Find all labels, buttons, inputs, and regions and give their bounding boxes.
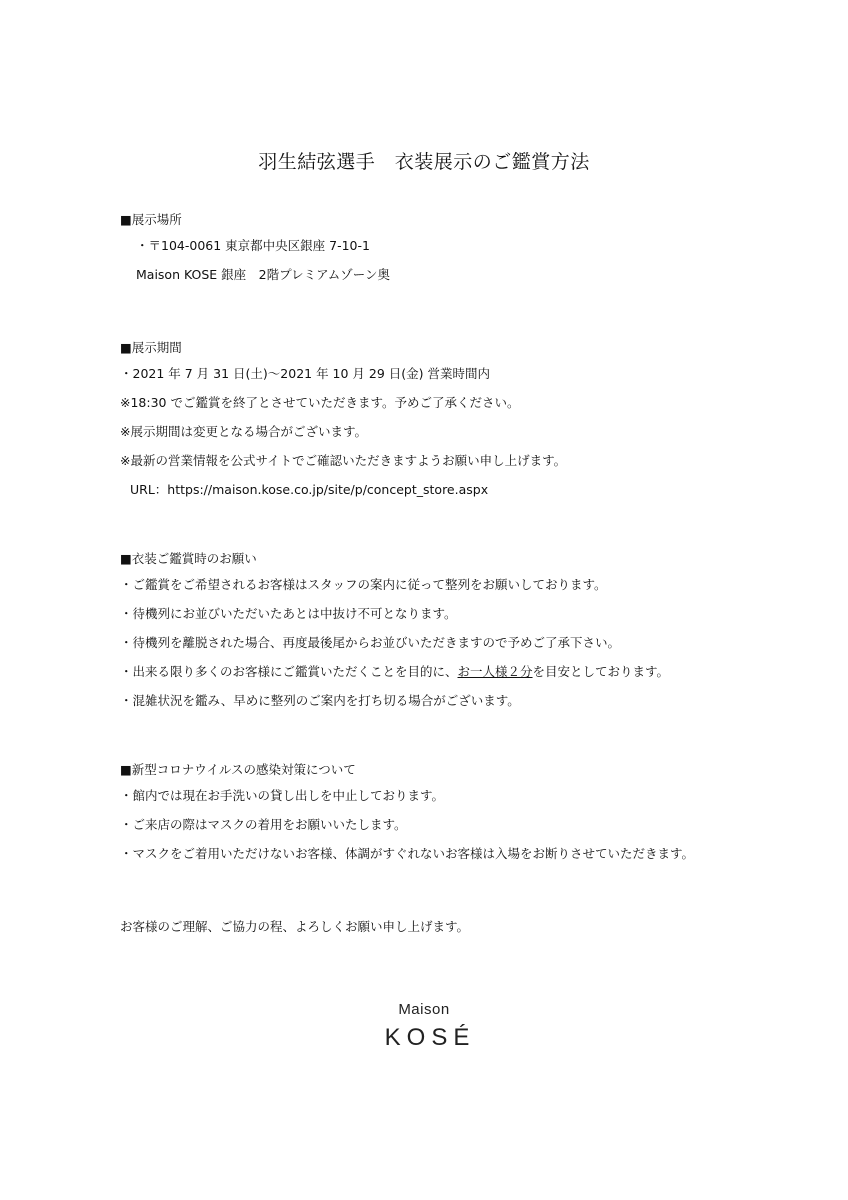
venue-address: ・〒104-0061 東京都中央区銀座 7-10-1	[136, 238, 370, 253]
official-site-url[interactable]: URL：https://maison.kose.co.jp/site/p/concept_store.aspx	[130, 482, 489, 497]
period-dates: ・2021 年 7 月 31 日(土)〜2021 年 10 月 29 日(金) 営業時間内	[120, 366, 491, 381]
document-title: 羽生結弦選手 衣装展示のご鑑賞方法	[258, 151, 590, 173]
period-note-closing-time: ※18:30 でご鑑賞を終了とさせていただきます。予めご了承ください。	[120, 395, 520, 410]
request-item-time-limit-post: を目安としております。	[532, 664, 670, 679]
request-item-time-limit	[120, 657, 760, 686]
covid-item-restroom: ・館内では現在お手洗いの貸し出しを中止しております。	[120, 788, 445, 803]
covid-item-entry-refusal: ・マスクをご着用いただけないお客様、体調がすぐれないお客様は入場をお断りさせていただきます。	[120, 846, 695, 861]
period-note-check-site: ※最新の営業情報を公式サイトでご確認いただきますようお願い申し上げます。	[120, 453, 567, 468]
covid-item-mask: ・ご来店の際はマスクの着用をお願いいたします。	[120, 817, 407, 832]
brand-logo-kose: KOSÉ	[384, 1024, 476, 1051]
requests-heading: ■衣装ご鑑賞時のお願い	[120, 551, 257, 566]
time-limit-emphasis: お一人様２分	[457, 664, 533, 679]
document-body	[120, 209, 760, 941]
request-item-rejoin: ・待機列を離脱された場合、再度最後尾からお並びいただきますので予めご了承下さい。	[120, 635, 621, 650]
closing-message: お客様のご理解、ご協力の程、よろしくお願い申し上げます。	[120, 919, 470, 934]
brand-logo-maison: Maison	[398, 1001, 450, 1018]
period-note-change: ※展示期間は変更となる場合がございます。	[120, 424, 367, 439]
request-item-time-limit-pre: ・出来る限り多くのお客様にご鑑賞いただくことを目的に、	[120, 664, 458, 679]
request-item-early-close: ・混雑状況を鑑み、早めに整列のご案内を打ち切る場合がございます。	[120, 693, 520, 708]
covid-heading: ■新型コロナウイルスの感染対策について	[120, 762, 356, 777]
venue-building: Maison KOSE 銀座 2階プレミアムゾーン奥	[136, 267, 390, 282]
request-item-no-leaving: ・待機列にお並びいただいたあとは中抜け不可となります。	[120, 606, 457, 621]
period-heading: ■展示期間	[120, 340, 182, 355]
request-item-line-up: ・ご鑑賞をご希望されるお客様はスタッフの案内に従って整列をお願いしております。	[120, 577, 607, 592]
venue-heading: ■展示場所	[120, 212, 182, 227]
